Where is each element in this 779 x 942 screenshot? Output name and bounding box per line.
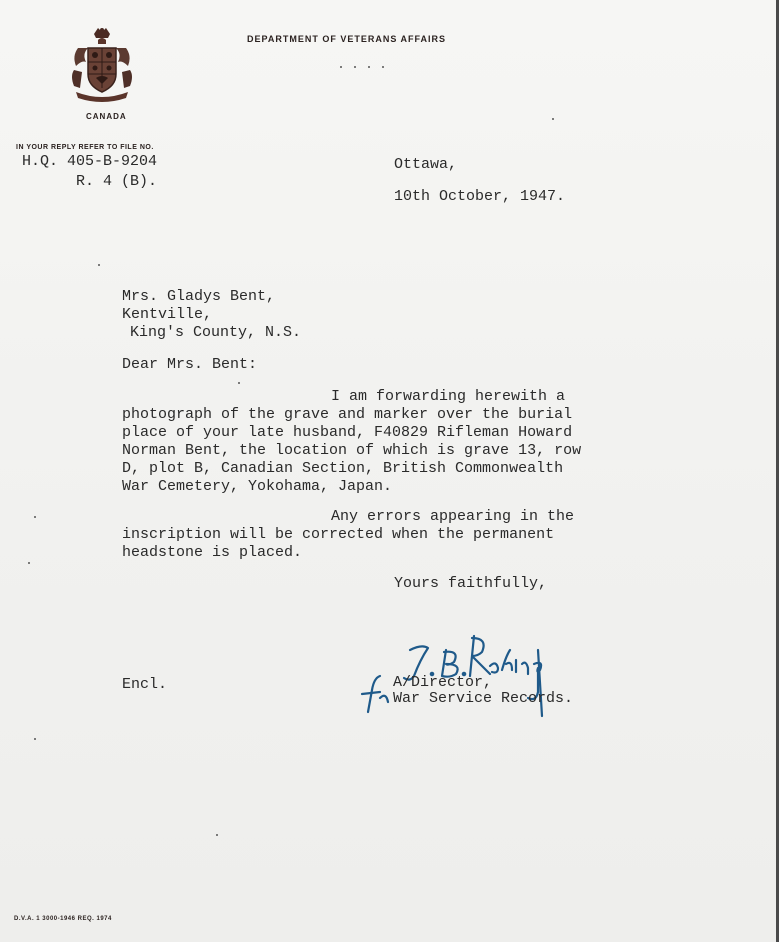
body-para1-line: D, plot B, Canadian Section, British Commonwealth <box>122 460 564 477</box>
signatory-office: War Service Records. <box>393 690 574 707</box>
body-para2-line: Any errors appearing in the <box>331 508 575 525</box>
enclosure-note: Encl. <box>122 676 168 693</box>
addressee-town: Kentville, <box>122 306 213 323</box>
heading-dot <box>382 66 384 68</box>
body-para1-line: I am forwarding herewith a <box>331 388 566 405</box>
body-para1-line: photograph of the grave and marker over the burial <box>122 406 573 423</box>
body-para1-line: War Cemetery, Yokohama, Japan. <box>122 478 393 495</box>
paper-speck <box>552 118 554 120</box>
file-number-line-1: H.Q. 405-B-9204 <box>22 153 158 170</box>
dateline-place: Ottawa, <box>394 156 458 173</box>
heading-dot <box>354 66 356 68</box>
addressee-county: King's County, N.S. <box>130 324 302 341</box>
body-para2-line: inscription will be corrected when the permanent <box>122 526 555 543</box>
body-para1-line: Norman Bent, the location of which is grave 13, row <box>122 442 582 459</box>
paper-speck <box>238 382 240 384</box>
body-para2-line: headstone is placed. <box>122 544 303 561</box>
paper-speck <box>28 562 30 564</box>
coat-of-arms-emblem <box>68 26 136 102</box>
paper-speck <box>34 738 36 740</box>
salutation: Dear Mrs. Bent: <box>122 356 258 373</box>
heading-dot <box>368 66 370 68</box>
footer-print-code: D.V.A. 1 3000-1946 REQ. 1974 <box>14 916 112 922</box>
body-para1-line: place of your late husband, F40829 Rifleman Howard <box>122 424 573 441</box>
closing: Yours faithfully, <box>394 575 548 592</box>
file-number-line-2: R. 4 (B). <box>76 173 158 190</box>
country-label: CANADA <box>86 112 127 121</box>
signatory-title: A/Director, <box>393 674 493 691</box>
department-heading: DEPARTMENT OF VETERANS AFFAIRS <box>247 34 447 44</box>
paper-speck <box>98 264 100 266</box>
reply-reference-label: IN YOUR REPLY REFER TO FILE NO. <box>16 144 154 151</box>
heading-dot <box>340 66 342 68</box>
addressee-name: Mrs. Gladys Bent, <box>122 288 276 305</box>
paper-speck <box>34 516 36 518</box>
dateline-date: 10th October, 1947. <box>394 188 566 205</box>
paper-speck <box>216 834 218 836</box>
